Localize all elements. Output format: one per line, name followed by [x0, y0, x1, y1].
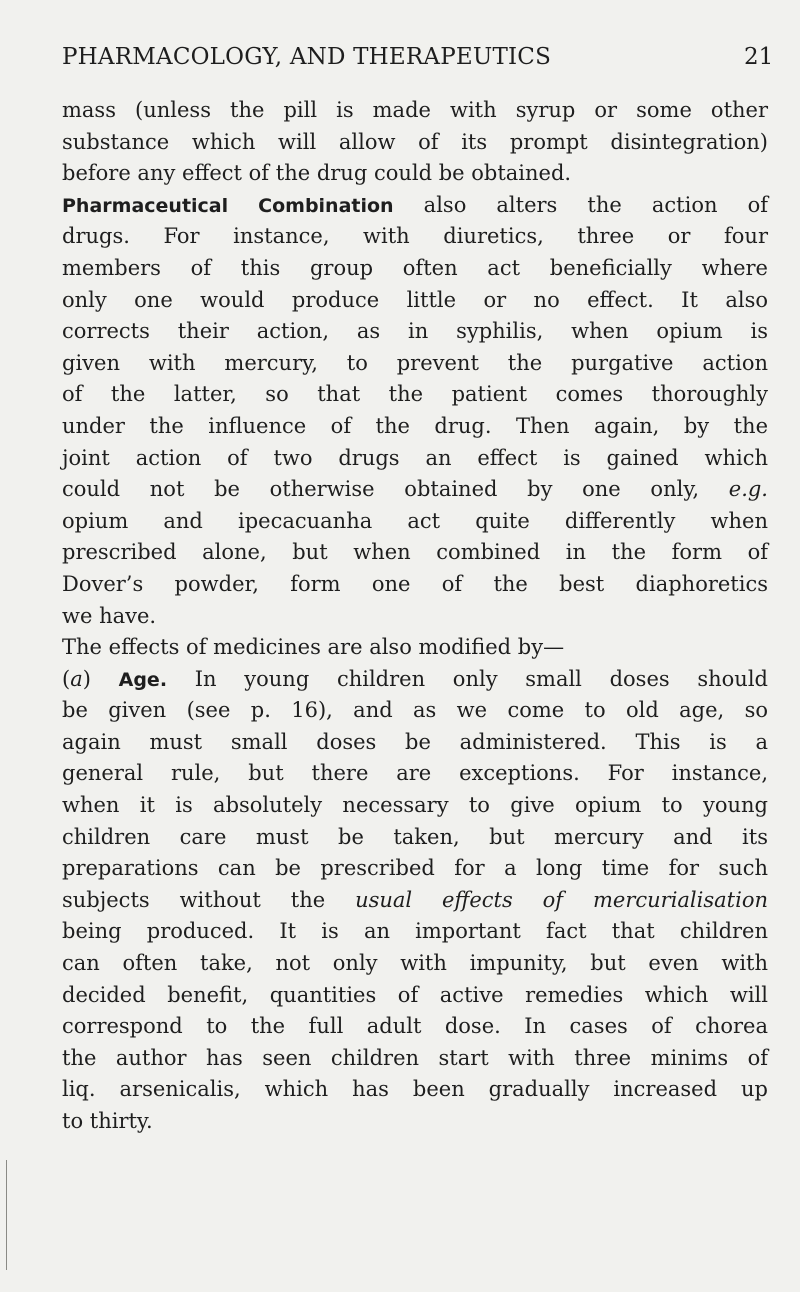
text-line-30: correspond to the full adult dose. In cases of chorea — [62, 1014, 768, 1039]
text-line-16: Dover’s powder, form one of the best diaphoretics — [62, 571, 768, 596]
text-line-5: drugs. For instance, with diuretics, three or four — [62, 224, 768, 249]
text-line-3: before any effect of the drug could be obtained. — [62, 161, 572, 186]
text-line-29: decided benefit, quantities of active remedies which will — [62, 982, 768, 1007]
text-line-9: given with mercury, to prevent the purgative action — [62, 350, 768, 375]
text-line-22: general rule, but there are exceptions. For instance, — [62, 761, 768, 786]
text-line-2: substance which will allow of its prompt disintegration) — [62, 129, 768, 154]
section-heading-pharmaceutical-combination: Pharmaceutical Combination — [62, 194, 394, 217]
text-line-18: The effects of medicines are also modified by— — [62, 635, 565, 660]
text-line-19-pre: ( — [62, 666, 71, 691]
subheading-age: Age. — [118, 668, 168, 691]
text-line-15: prescribed alone, but when combined in the form of — [62, 540, 768, 565]
text-line-24: children care must be taken, but mercury and its — [62, 824, 768, 849]
text-line-23: when it is absolutely necessary to give opium to young — [62, 793, 768, 818]
text-line-31: the author has seen children start with three minims of — [62, 1045, 768, 1070]
text-line-13 — [62, 474, 768, 506]
scan-margin-line — [6, 1160, 7, 1270]
text-line-7: only one would produce little or no effect. It also — [62, 287, 768, 312]
text-line-6: members of this group often act beneficially where — [62, 255, 768, 280]
text-line-17: we have. — [62, 603, 157, 628]
text-line-19 — [62, 664, 768, 696]
text-line-27: being produced. It is an important fact that children — [62, 919, 768, 944]
text-line-19-mid: ) — [82, 666, 119, 691]
text-line-8: corrects their action, as in syphilis, when opium is — [62, 319, 768, 344]
text-line-32: liq. arsenicalis, which has been gradually increased up — [62, 1077, 768, 1102]
text-line-33: to thirty. — [62, 1109, 153, 1133]
text-line-11: under the influence of the drug. Then again, by the — [62, 413, 768, 438]
text-line-4-rest: also alters the action of — [393, 192, 768, 217]
text-line-19-rest: In young children only small doses should — [167, 666, 768, 691]
text-line-12: joint action of two drugs an effect is gained which — [62, 445, 768, 470]
text-line-28: can often take, not only with impunity, but even with — [62, 951, 768, 976]
text-line-25: preparations can be prescribed for a long time for such — [62, 856, 768, 881]
text-line-14: opium and ipecacuanha act quite differently when — [62, 508, 768, 533]
text-line-20: be given (see p. 16), and as we come to old age, so — [62, 698, 768, 723]
body-text — [62, 95, 768, 1138]
text-line-10: of the latter, so that the patient comes thoroughly — [62, 382, 768, 407]
page-number: 21 — [744, 44, 774, 70]
text-line-4 — [62, 190, 768, 222]
italic-usual-effects: usual effects of mercurialisation — [355, 887, 768, 912]
text-line-26-pre: subjects without the — [62, 887, 356, 912]
text-line-26 — [62, 885, 768, 917]
text-line-21: again must small doses be administered. This is a — [62, 729, 768, 754]
running-head — [0, 44, 800, 74]
text-line-1: mass (unless the pill is made with syrup or some other — [62, 98, 768, 122]
list-marker-a: a — [70, 666, 83, 691]
italic-eg: e.g. — [728, 477, 768, 502]
running-head-title: PHARMACOLOGY, AND THERAPEUTICS — [62, 44, 552, 70]
text-line-13-pre: could not be otherwise obtained by one only, — [62, 477, 729, 502]
